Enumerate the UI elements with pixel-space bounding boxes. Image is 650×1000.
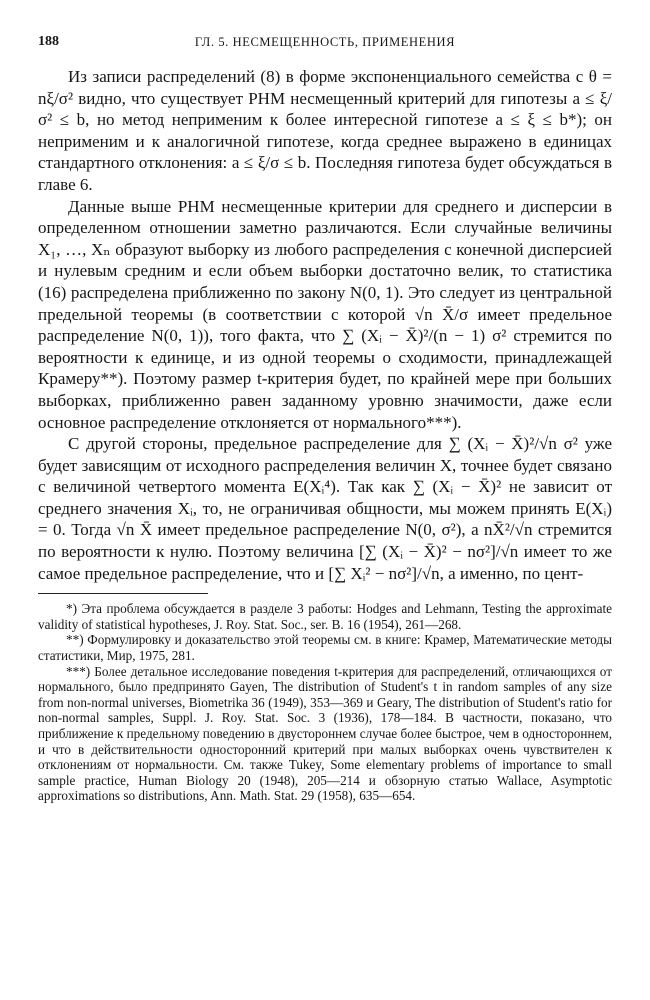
body-text	[38, 66, 612, 584]
paragraph-2: Данные выше РНМ несмещенные критерии для среднего и дисперсии в определенном отношении заметно различаются. Если случайные величины X₁, …, Xₙ образуют выборку из любого распределения с конечной дисперсией и нулевым средним и если объем выборки достаточно велик, то статистика (16) распределена приближенно по закону N(0, 1). Это следует из центральной предельной теоремы (в соответствии с которой √n X̄/σ имеет предельное распределение N(0, 1)), того факта, что ∑ (Xᵢ − X̄)²/(n − 1) σ² стремится по вероятности к единице, и из одной теоремы о сходимости, принадлежащей Крамеру**). Поэтому размер t-критерия будет, по крайней мере при больших выборках, приближенно равен заданному уровню значимости, даже если основное распределение отклоняется от нормального***).	[38, 196, 612, 432]
footnote-1: *) Эта проблема обсуждается в разделе 3 работы: Hodges and Lehmann, Testing the approximate validity of statistical hypotheses, J. Roy. Stat. Soc., ser. B. 16 (1954), 261—268.	[38, 601, 612, 632]
paragraph-3: С другой стороны, предельное распределение для ∑ (Xᵢ − X̄)²/√n σ² уже будет зависящим от исходного распределения величин X, точнее будет связано с величиной четвертого момента E(Xᵢ⁴). Так как ∑ (Xᵢ − X̄)² не зависит от среднего значения Xᵢ, то, не ограничивая общности, мы можем принять E(Xᵢ) = 0. Тогда √n X̄ имеет предельное распределение N(0, σ²), а nX̄²/√n стремится по вероятности к нулю. Поэтому величина [∑ (Xᵢ − X̄)² − nσ²]/√n имеет то же самое предельное распределение, что и [∑ Xᵢ² − nσ²]/√n, а именно, по цент-	[38, 434, 612, 583]
footnote-2: **) Формулировку и доказательство этой теоремы см. в книге: Крамер, Математические методы статистики, Мир, 1975, 281.	[38, 632, 612, 664]
footnote-divider	[38, 593, 208, 594]
running-head: ГЛ. 5. НЕСМЕЩЕННОСТЬ, ПРИМЕНЕНИЯ	[194, 35, 456, 49]
page-number: 188	[38, 34, 59, 49]
footnotes	[38, 601, 612, 804]
paragraph-1: Из записи распределений (8) в форме экспоненциального семейства с θ = nξ/σ² видно, что существует РНМ несмещенный критерий для гипотезы a ≤ ξ/σ² ≤ b, но метод неприменим к более интересной гипотезе a ≤ ξ ≤ b*); он неприменим и к аналогичной гипотезе, когда среднее выражено в единицах стандартного отклонения: a ≤ ξ/σ ≤ b. Последняя гипотеза будет обсуждаться в главе 6.	[38, 67, 612, 194]
footnote-3: ***) Более детальное исследование поведения t-критерия для распределений, отличающихся от нормального, было предпринято Gayen, The distribution of Student's t in random samples of any size from non-normal universes, Biometrika 36 (1949), 353—369 и Geary, The distribution of Student's ratio for non-normal samples, Suppl. J. Roy. Stat. Soc. 3 (1936), 178—184. В частности, показано, что приближение к предельному поведению в двустороннем случае более быстрое, чем в одностороннем, и что в действительности односторонний критерий при малых выборках очень чувствителен к отклонениям от нормальности. См. также Tukey, Some elementary problems of importance to small sample practice, Human Biology 20 (1948), 205—214 и обзорную статью Wallace, Asymptotic approximations so distributions, Ann. Math. Stat. 29 (1958), 635—654.	[38, 663, 612, 804]
page-header	[38, 34, 612, 56]
book-page	[38, 34, 612, 804]
